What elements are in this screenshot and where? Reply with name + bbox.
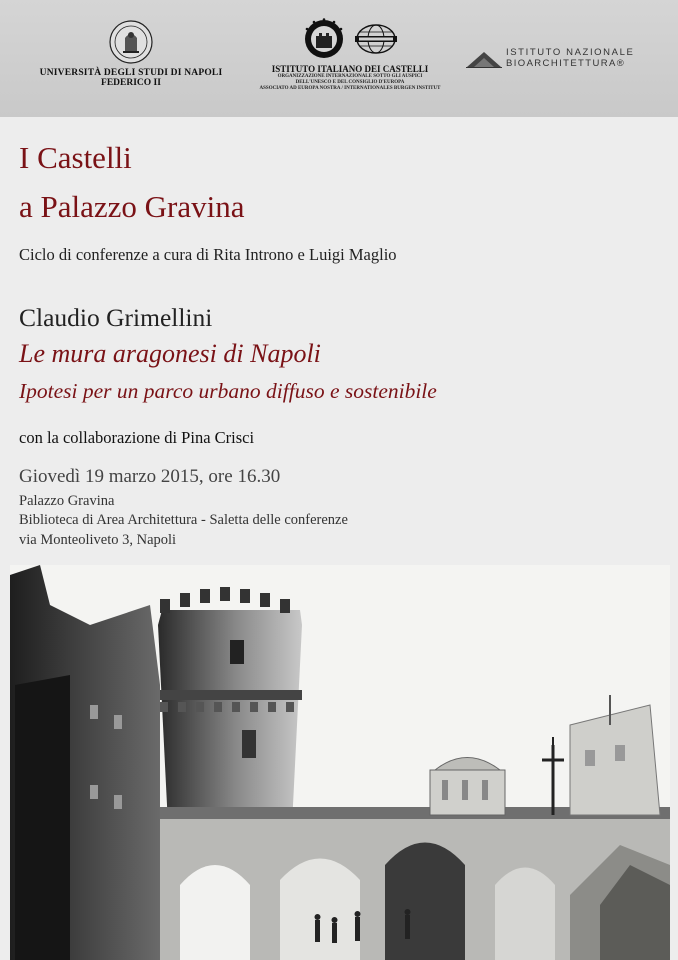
triangle-logo-icon — [466, 50, 502, 68]
castles-institute-tagline-1: ORGANIZZAZIONE INTERNAZIONALE SOTTO GLI AUSPICI — [277, 74, 423, 79]
bioarchitecture-logo — [466, 44, 666, 74]
header-band — [0, 0, 678, 117]
castles-institute-logo — [250, 18, 450, 92]
speaker-name: Claudio Grimellini — [19, 303, 213, 332]
collaboration-note: con la collaborazione di Pina Crisci — [19, 428, 255, 447]
university-logo — [26, 20, 236, 88]
talk-title: Le mura aragonesi di Napoli — [19, 339, 321, 368]
talk-subtitle: Ipotesi per un parco urbano diffuso e sostenibile — [19, 379, 437, 403]
university-name-line1: UNIVERSITÀ DEGLI STUDI DI NAPOLI — [39, 68, 223, 78]
venue-name: Palazzo Gravina — [19, 493, 115, 509]
event-date-time: Giovedì 19 marzo 2015, ore 16.30 — [19, 466, 281, 487]
university-name-line2: FEDERICO II — [101, 78, 161, 88]
bioarchitecture-name-line2: BIOARCHITETTURA® — [506, 58, 626, 69]
castle-emblem-icon — [301, 18, 347, 60]
castle-walls-illustration — [10, 565, 670, 960]
venue-room: Biblioteca di Area Architettura - Saletta delle conferenze — [19, 512, 348, 528]
aragonese-walls-drawing — [10, 565, 670, 960]
venue-address: via Monteoliveto 3, Napoli — [19, 532, 177, 548]
seal-icon — [109, 20, 153, 64]
bioarchitecture-name-line1: ISTITUTO NAZIONALE — [506, 47, 635, 58]
castles-institute-tagline-3: ASSOCIATO AD EUROPA NOSTRA / INTERNATIONALES BURGEN INSTITUT — [259, 86, 441, 91]
series-title-line1: I Castelli — [19, 140, 132, 175]
series-subtitle: Ciclo di conferenze a cura di Rita Introno e Luigi Maglio — [19, 245, 397, 264]
castles-institute-name: ISTITUTO ITALIANO DEI CASTELLI — [271, 64, 429, 74]
series-title-line2: a Palazzo Gravina — [19, 189, 245, 224]
castles-institute-tagline-2: DELL'UNESCO E DEL CONSIGLIO D'EUROPA — [295, 80, 405, 85]
globe-icon — [353, 18, 399, 60]
